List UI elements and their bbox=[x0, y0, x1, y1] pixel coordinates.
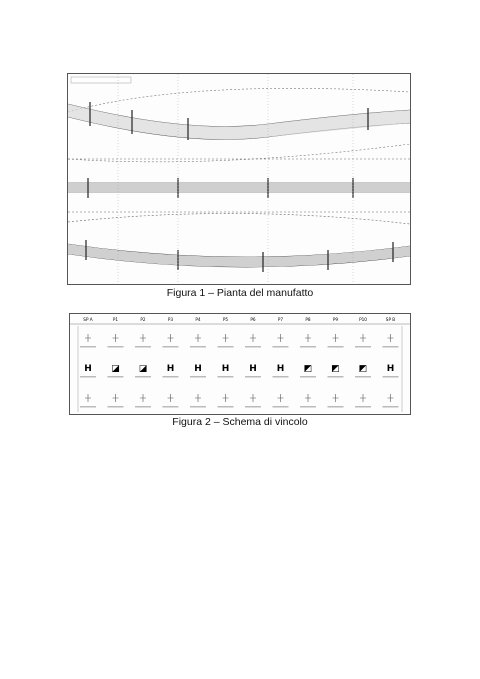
bearing-mark-top bbox=[388, 334, 394, 342]
bearing-note-bottom bbox=[163, 406, 179, 408]
bearing-mark-top bbox=[250, 334, 256, 342]
bearing-note-bottom bbox=[245, 406, 261, 408]
bearing-note-mid bbox=[135, 376, 151, 378]
bearing-mark-bottom bbox=[140, 394, 146, 402]
plan-track-2-fill bbox=[68, 183, 410, 192]
constraint-symbol: H bbox=[221, 364, 230, 374]
constraint-symbol: H bbox=[249, 364, 257, 374]
support-columns bbox=[80, 317, 399, 408]
bearing-note-top bbox=[135, 346, 151, 348]
support-column bbox=[383, 317, 399, 408]
bearing-note-top bbox=[163, 346, 179, 348]
figure-2-caption: Figura 2 – Schema di vincolo bbox=[172, 416, 308, 428]
bearing-mark-top bbox=[278, 334, 284, 342]
support-column bbox=[300, 317, 316, 408]
bearing-note-bottom bbox=[300, 406, 316, 408]
bearing-note-mid bbox=[300, 376, 316, 378]
support-column bbox=[273, 317, 289, 408]
bearing-note-bottom bbox=[80, 406, 96, 408]
bearing-note-mid bbox=[273, 376, 289, 378]
figure-1-plan-drawing bbox=[67, 73, 411, 285]
bearing-note-bottom bbox=[135, 406, 151, 408]
bearing-note-top bbox=[328, 346, 344, 348]
bearing-mark-top bbox=[140, 334, 146, 342]
bearing-mark-top bbox=[168, 334, 174, 342]
bearing-mark-top bbox=[195, 334, 201, 342]
constraint-symbol: ◩ bbox=[358, 364, 368, 374]
bearing-note-top bbox=[80, 346, 96, 348]
support-label: P7 bbox=[277, 317, 284, 322]
support-label: P2 bbox=[140, 317, 146, 322]
constraint-scheme-svg bbox=[70, 314, 410, 414]
bearing-mark-bottom bbox=[388, 394, 394, 402]
bearing-note-top bbox=[273, 346, 289, 348]
bearing-note-top bbox=[108, 346, 124, 348]
bearing-mark-bottom bbox=[278, 394, 284, 402]
bearing-note-mid bbox=[355, 376, 371, 378]
support-label: P5 bbox=[222, 317, 229, 322]
constraint-symbol: H bbox=[166, 364, 175, 374]
support-column bbox=[245, 317, 261, 408]
constraint-symbol: H bbox=[386, 364, 395, 374]
bearing-note-top bbox=[245, 346, 261, 348]
bearing-note-mid bbox=[163, 376, 179, 378]
bearing-mark-bottom bbox=[168, 394, 174, 402]
bearing-mark-top bbox=[113, 334, 119, 342]
figure-2-constraint-scheme bbox=[69, 313, 411, 415]
bearing-mark-bottom bbox=[305, 394, 311, 402]
bearing-mark-bottom bbox=[223, 394, 229, 402]
bearing-note-bottom bbox=[355, 406, 371, 408]
bearing-mark-bottom bbox=[195, 394, 201, 402]
support-column bbox=[135, 317, 151, 408]
bearing-note-top bbox=[383, 346, 399, 348]
bearing-note-mid bbox=[245, 376, 261, 378]
constraint-symbol: ◪ bbox=[111, 364, 120, 374]
bearing-note-bottom bbox=[328, 406, 344, 408]
bearing-mark-bottom bbox=[113, 394, 119, 402]
plan-track-3-fill bbox=[68, 244, 410, 267]
support-label: P3 bbox=[167, 317, 174, 322]
bearing-note-mid bbox=[383, 376, 399, 378]
constraint-symbol: H bbox=[194, 364, 202, 374]
bearing-note-bottom bbox=[383, 406, 399, 408]
bearing-note-mid bbox=[108, 376, 124, 378]
constraint-symbol: ◪ bbox=[138, 364, 148, 374]
plan-vertical-references bbox=[118, 74, 353, 284]
bearing-mark-top bbox=[85, 334, 91, 342]
bearing-note-top bbox=[300, 346, 316, 348]
bearing-mark-top bbox=[305, 334, 311, 342]
bearing-mark-top bbox=[333, 334, 339, 342]
bearing-mark-bottom bbox=[333, 394, 339, 402]
bearing-mark-bottom bbox=[85, 394, 91, 402]
bearing-mark-top bbox=[223, 334, 229, 342]
support-label: P8 bbox=[305, 317, 311, 322]
support-column bbox=[355, 317, 371, 408]
bearing-note-bottom bbox=[108, 406, 124, 408]
support-label: P9 bbox=[332, 317, 339, 322]
plan-track-1-fill bbox=[68, 104, 410, 140]
bearing-note-mid bbox=[80, 376, 96, 378]
bearing-mark-bottom bbox=[360, 394, 366, 402]
support-label: P1 bbox=[112, 317, 119, 322]
bearing-mark-top bbox=[360, 334, 366, 342]
support-label: P6 bbox=[250, 317, 256, 322]
support-column bbox=[328, 317, 344, 408]
bearing-mark-bottom bbox=[250, 394, 256, 402]
constraint-symbol: H bbox=[276, 364, 285, 374]
bearing-note-top bbox=[355, 346, 371, 348]
support-column bbox=[190, 317, 206, 408]
support-column bbox=[80, 317, 96, 408]
bearing-note-bottom bbox=[190, 406, 206, 408]
constraint-symbol: ◩ bbox=[303, 364, 313, 374]
bearing-note-mid bbox=[328, 376, 344, 378]
constraint-symbol: ◩ bbox=[331, 364, 340, 374]
bearing-note-top bbox=[190, 346, 206, 348]
constraint-symbol: H bbox=[84, 364, 92, 374]
bearing-note-mid bbox=[190, 376, 206, 378]
support-label: P4 bbox=[195, 317, 201, 322]
figure-1-caption: Figura 1 – Pianta del manufatto bbox=[166, 287, 314, 299]
bearing-note-mid bbox=[218, 376, 234, 378]
bridge-plan-svg bbox=[68, 74, 410, 284]
bearing-note-top bbox=[218, 346, 234, 348]
support-label: SP B bbox=[385, 317, 396, 322]
bearing-note-bottom bbox=[218, 406, 234, 408]
support-label: P10 bbox=[359, 317, 367, 322]
bearing-note-bottom bbox=[273, 406, 289, 408]
support-label: SP A bbox=[83, 317, 93, 322]
support-column bbox=[163, 317, 179, 408]
support-column bbox=[218, 317, 234, 408]
support-column bbox=[108, 317, 124, 408]
